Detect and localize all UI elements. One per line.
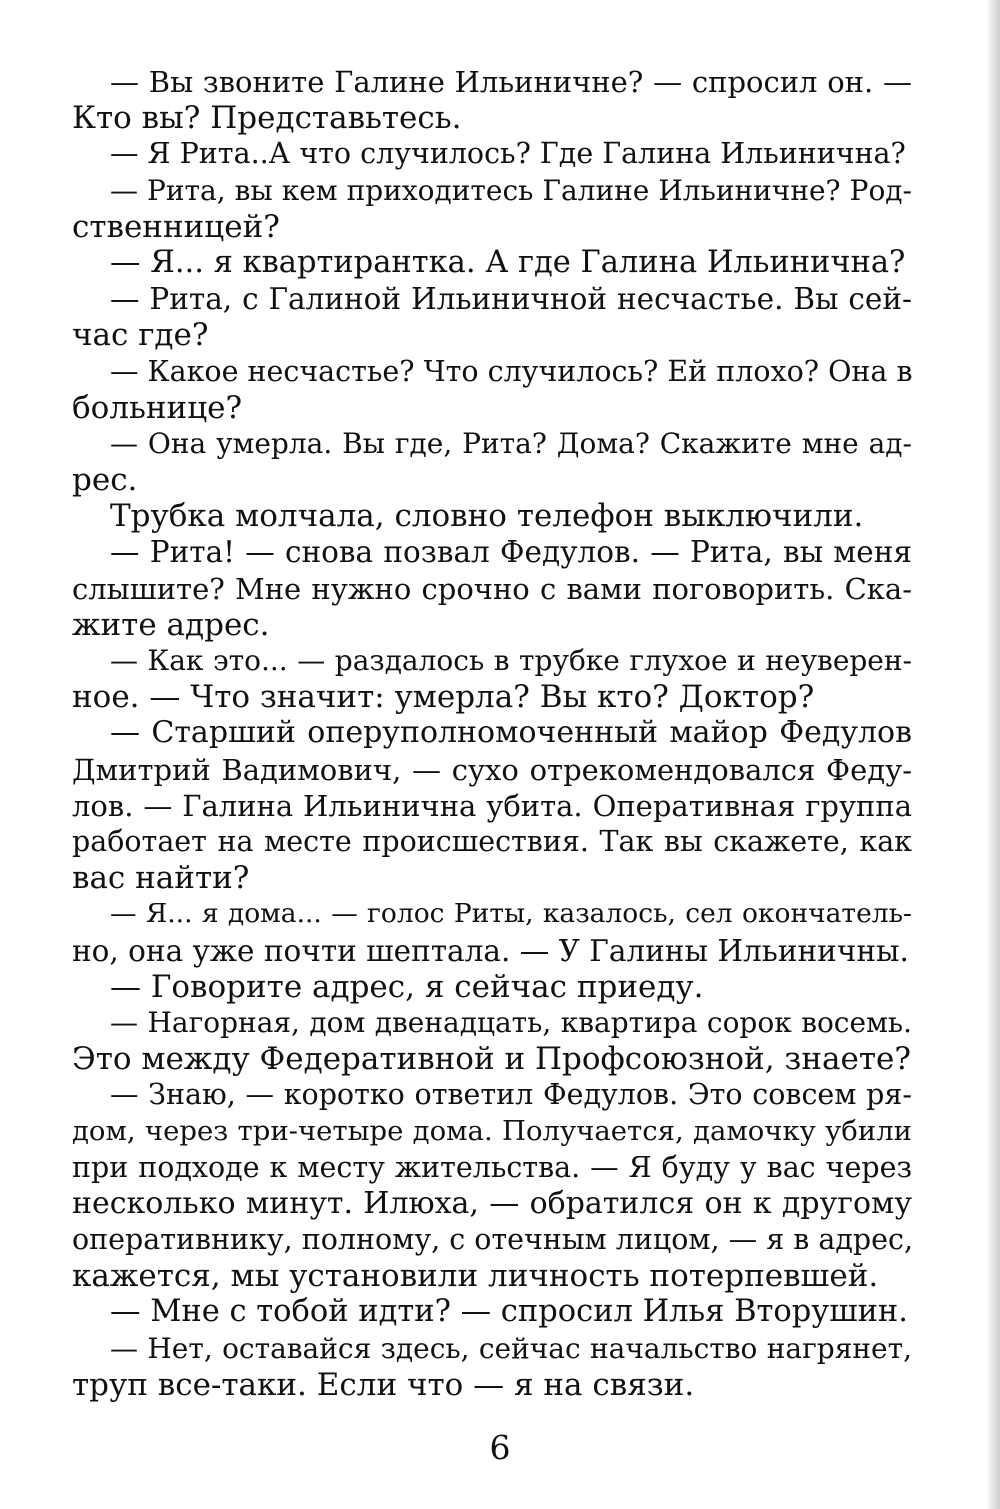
text-line: — Рита! — снова позвал Федулов. — Рита, вы меня — [110, 535, 912, 570]
text-line: — Вы звоните Галине Ильиничне? — спросил он. — — [110, 65, 912, 99]
text-line: — Какое несчастье? Что случилось? Ей плохо? Она в — [110, 354, 913, 388]
text-line: рес. — [72, 462, 138, 499]
text-line: труп все-таки. Если что — я на связи. — [72, 1366, 695, 1403]
text-line: — Рита, вы кем приходитесь Галине Ильиничне? Род- — [110, 173, 912, 207]
page-number: 6 — [489, 1428, 511, 1467]
text-line: кажется, мы установили личность потерпевшей. — [72, 1258, 879, 1295]
text-line: слышите? Мне нужно срочно с вами поговорить. Ска- — [72, 571, 912, 606]
text-line: — Она умерла. Вы где, Рита? Дома? Скажите мне ад- — [110, 426, 912, 460]
text-line: Дмитрий Вадимович, — сухо отрекомендовался Феду- — [72, 752, 912, 787]
text-line: несколько минут. Илюха, — обратился он к другому — [72, 1185, 912, 1221]
text-line: Кто вы? Представьтесь. — [72, 100, 462, 137]
page-edge-shadow — [986, 0, 1000, 1509]
text-line: жите адрес. — [72, 606, 270, 643]
text-line: — Я... я квартирантка. А где Галина Ильинична? — [110, 244, 906, 280]
text-line: лов. — Галина Ильинична убита. Оперативная группа — [72, 788, 912, 823]
text-line: — Старший оперуполномоченный майор Федулов — [110, 715, 912, 751]
text-line: при подходе к месту жительства. — Я буду у вас через — [72, 1150, 912, 1184]
text-line: ственницей? — [72, 208, 280, 245]
text-line: — Нет, оставайся здесь, сейчас начальство нагрянет, — [110, 1331, 912, 1365]
text-line: Трубка молчала, словно телефон выключили. — [110, 498, 864, 535]
text-line: — Рита, с Галиной Ильиничной несчастье. Вы сей- — [110, 282, 912, 317]
text-line: час где? — [72, 317, 209, 354]
text-line: вас найти? — [72, 860, 250, 897]
text-line: — Как это... — раздалось в трубке глухое и неуверен- — [110, 644, 912, 677]
text-line: Это между Федеративной и Профсоюзной, знаете? — [72, 1041, 911, 1078]
text-line: оперативнику, полному, с отечным лицом, — я в адрес, — [72, 1223, 914, 1256]
text-line: больнице? — [72, 389, 243, 426]
text-line: — Я Рита..А что случилось? Где Галина Ильинична? — [110, 137, 906, 171]
text-line: — Знаю, — коротко ответил Федулов. Это совсем ря- — [110, 1078, 912, 1112]
text-line: — Нагорная, дом двенадцать, квартира сорок восемь. — [110, 1005, 912, 1039]
text-line: но, она уже почти шептала. — У Галины Ильиничны. — [72, 933, 909, 968]
text-line: — Мне с тобой идти? — спросил Илья Вторушин. — [110, 1294, 908, 1330]
text-line: работает на месте происшествия. Так вы скажете, как — [72, 824, 912, 858]
text-line: дом, через три-четыре дома. Получается, дамочку убили — [72, 1115, 912, 1148]
text-line: — Говорите адрес, я сейчас приеду. — [110, 968, 704, 1005]
body-text — [72, 64, 912, 1403]
text-line: — Я... я дома... — голос Риты, казалось, сел окончатель- — [110, 898, 912, 930]
text-line: ное. — Что значит: умерла? Вы кто? Доктор? — [72, 679, 815, 716]
